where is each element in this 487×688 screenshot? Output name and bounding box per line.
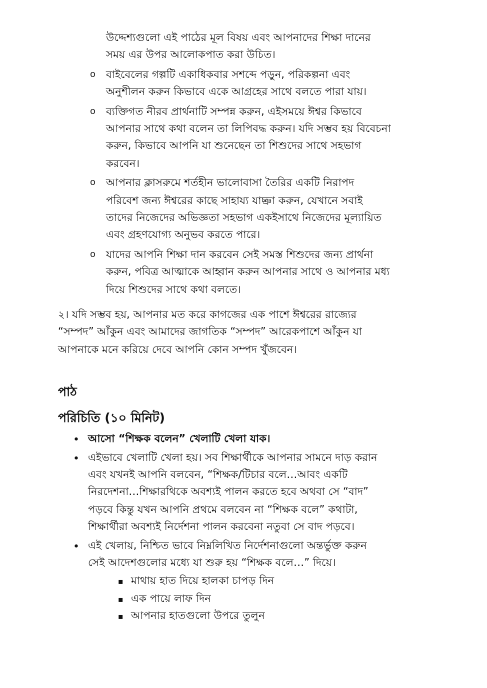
- numbered-item-line-2: “সম্পদ” আঁকুন এবং আমাদের জাগতিক “সম্পদ” আরেকপাশে আঁকুন যা: [58, 326, 362, 339]
- square-bullet-2: এক পায়ে লাফ দিন: [131, 592, 211, 605]
- dot-bullet-2-line-4: পড়বে কিন্তু যখন আপনি প্রথমে বলবেন না “শিক্ষক বলে” কথাটা,: [88, 503, 358, 516]
- numbered-item-line-3: আপনাকে মনে করিয়ে দেবে আপনি কোন সম্পদ খুঁজবেন।: [58, 343, 297, 356]
- square-bullet-3: আপনার হাতগুলো উপরে তুলুন: [131, 610, 265, 623]
- circle-bullet-marker: o: [90, 69, 96, 80]
- square-bullet-marker: ▪: [118, 577, 124, 587]
- circle-bullet-3-line-1: আপনার ক্লাসরুমে শর্তহীন ভালোবাসা তৈরির একটি নিরাপদ: [106, 177, 355, 190]
- circle-bullet-marker: o: [90, 106, 96, 117]
- dot-bullet-3-line-2: সেই আদেশগুলোর মধ্যে যা শুরু হয় “শিক্ষক বলে…” দিয়ে।: [88, 557, 336, 569]
- circle-bullet-2-line-1: ব্যক্তিগত নীরব প্রার্থনাটি সম্পন্ন করুন, এইসময়ে ঈশ্বর কিভাবে: [106, 105, 362, 118]
- circle-bullet-3-line-4: এবং গ্রহণযোগ্য অনুভব করতে পারে।: [106, 229, 261, 242]
- square-bullet-marker: ▪: [118, 612, 124, 622]
- intro-line-1: উদ্দেশ্যগুলো এই পাঠের মূল বিষয় এবং আপনাদের শিক্ষা দানের: [106, 32, 371, 44]
- dot-bullet-2-line-3: নিরদেশনা…শিক্ষারথিকে অবশ্যই পালন করতে হবে অথবা সে “বাদ”: [88, 486, 369, 499]
- dot-bullet-2-line-2: এবং যখনই আপনি বলবেন, “শিক্ষক/টিচার বলে…আবং একটি: [88, 469, 348, 481]
- circle-bullet-4-line-2: করুন, পবিত্র আত্মাকে আহ্বান করুন আপনার সাথে ও আপনার মধ্য: [106, 266, 390, 279]
- numbered-item-line-1: ২। যদি সম্ভব হয়, আপনার মত করে কাগজের এক পাশে ঈশ্বরের রাজ্যের: [58, 309, 357, 321]
- circle-bullet-marker: o: [90, 178, 96, 189]
- circle-bullet-marker: o: [90, 249, 96, 260]
- dot-bullet-2-line-5: শিক্ষার্থীরা অবশ্যই নির্দেশনা পালন করবেনা নতুবা সে বাদ পড়বে।: [88, 521, 355, 534]
- dot-bullet-marker: •: [73, 451, 80, 465]
- circle-bullet-3-line-3: তাদের নিজেদের অভিজ্ঞতা সহভাগ একইসাথে নিজেদের মূল্যায়িত: [106, 212, 382, 224]
- dot-bullet-1-line-1: আসো “শিক্ষক বলেন” খেলাটি খেলা যাক।: [88, 433, 271, 446]
- circle-bullet-2-line-4: করবেন।: [106, 157, 140, 170]
- subsection-heading: পরিচিতি (১০ মিনিট): [58, 410, 165, 426]
- dot-bullet-2-line-1: এইভাবে খেলাটি খেলা হয়। সব শিক্ষার্থীকে আপনার সামনে দাড় করান: [88, 451, 378, 464]
- circle-bullet-4-line-3: দিয়ে শিশুদের সাথে কথা বলতে।: [106, 283, 241, 296]
- square-bullet-1: মাথায় হাত দিয়ে হালকা চাপড় দিন: [131, 575, 275, 588]
- circle-bullet-2-line-3: করুন, কিভাবে আপনি যা শুনেছেন তা শিশুদের সাথে সহভাগ: [106, 140, 362, 153]
- dot-bullet-marker: •: [73, 433, 80, 447]
- square-bullet-marker: ▪: [118, 594, 124, 604]
- circle-bullet-3-line-2: পরিবেশ জন্য ঈশ্বরের কাছে সাহায্য যাচ্ঞা করুন, যেখানে সবাই: [106, 194, 363, 207]
- dot-bullet-marker: •: [73, 539, 80, 553]
- dot-bullet-3-line-1: এই খেলায়, নিশ্চিত ভাবে নিম্নলিখিত নির্দেশনাগুলো অন্তর্ভুক্ত করুন: [88, 539, 367, 552]
- circle-bullet-2-line-2: আপনার সাথে কথা বলেন তা লিপিবদ্ধ করুন। যদি সম্ভব হয় বিবেচনা: [106, 123, 391, 135]
- section-heading: পাঠ: [58, 384, 77, 400]
- circle-bullet-4-line-1: যাদের আপনি শিক্ষা দান করবেন সেই সমস্ত শিশুদের জন্য প্রার্থনা: [106, 248, 374, 261]
- intro-line-2: সময় এর উপর আলোকপাত করা উচিত।: [106, 49, 276, 62]
- circle-bullet-1-line-2: অনুশীলন করুন কিভাবে একে আগ্রহের সাথে বলতে পারা যায়।: [106, 86, 367, 99]
- circle-bullet-1-line-1: বাইবেলের গল্পটি একাধিকবার সশব্দে পড়ুন, পরিকল্পনা এবং: [106, 68, 351, 81]
